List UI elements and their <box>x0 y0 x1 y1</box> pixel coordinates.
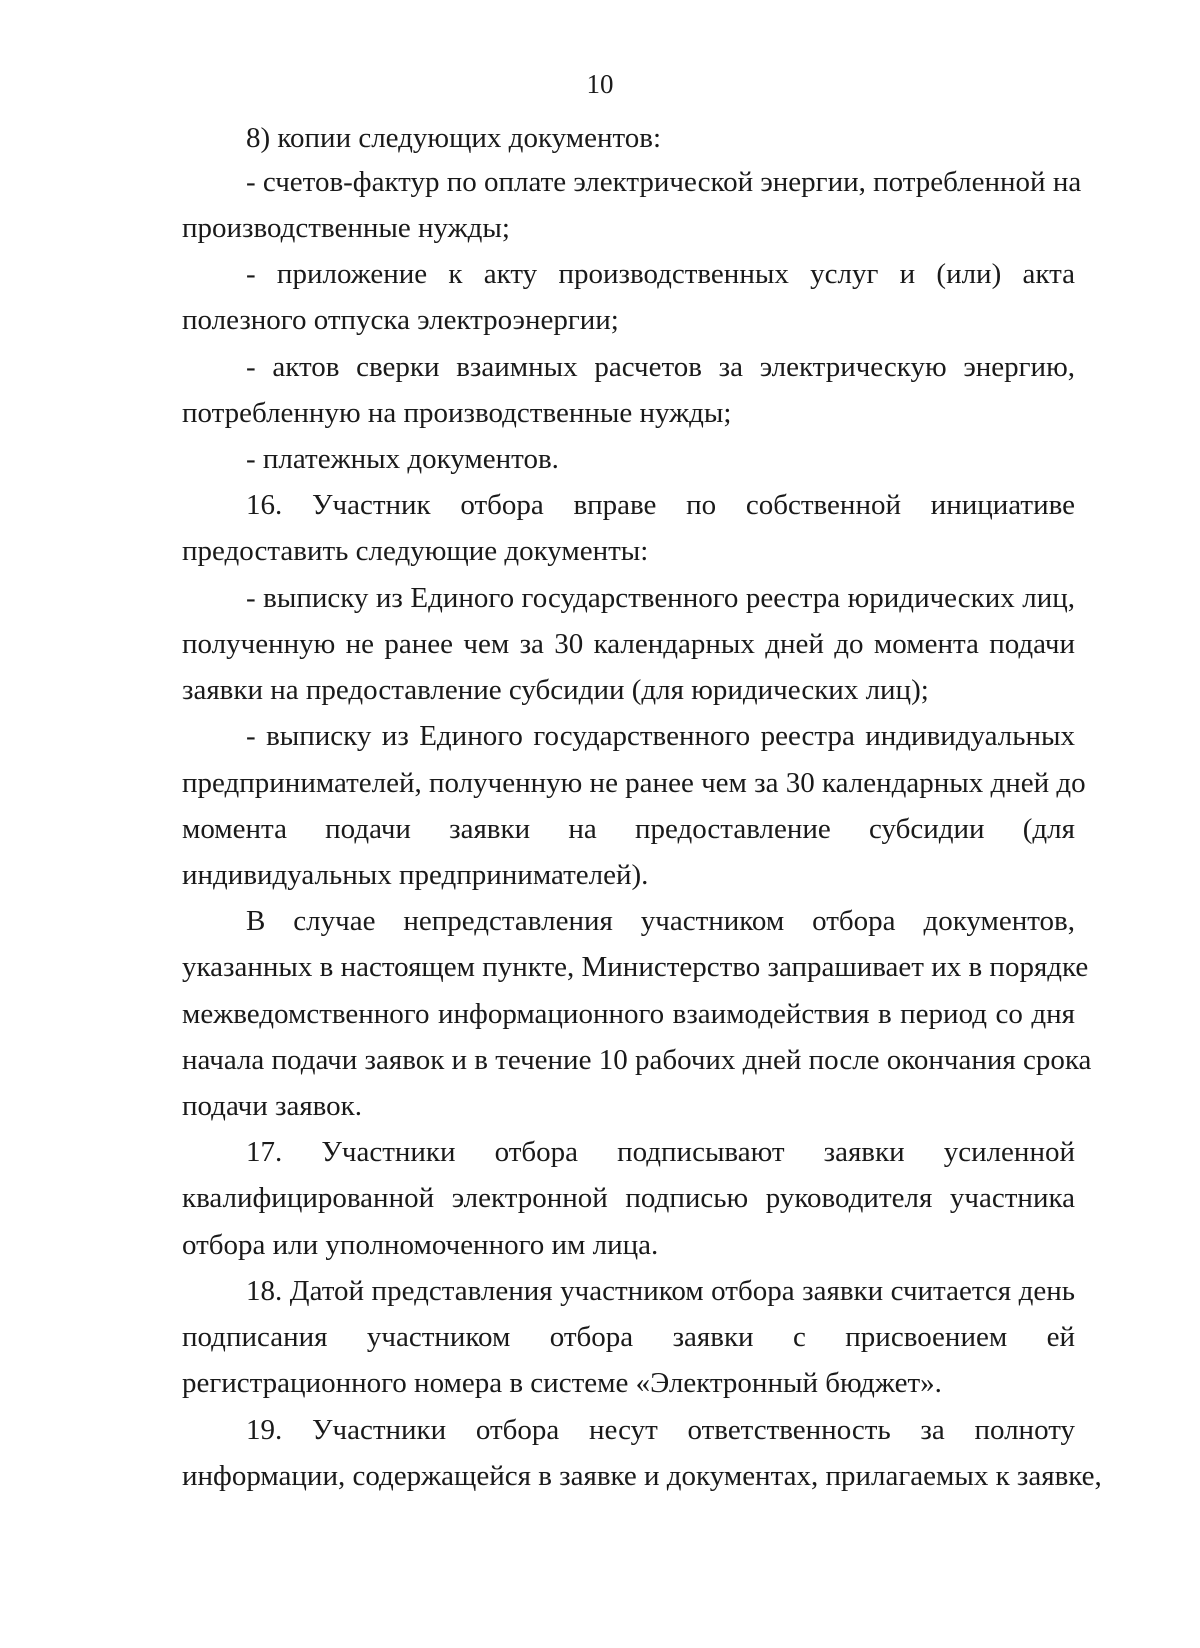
text-line: подачи заявок. <box>182 1090 363 1122</box>
text-line: начала подачи заявок и в течение 10 рабочих дней после окончания срока <box>182 1044 1092 1076</box>
text-line: полезного отпуска электроэнергии; <box>182 304 619 336</box>
text-line: полученную не ранее чем за 30 календарных дней до момента подачи <box>182 628 1075 660</box>
text-line: предпринимателей, полученную не ранее чем за 30 календарных дней до <box>182 767 1086 799</box>
text-line: заявки на предоставление субсидии (для юридических лиц); <box>182 674 929 706</box>
text-line: 19. Участники отбора несут ответственность за полноту <box>246 1414 1075 1446</box>
text-line: 8) копии следующих документов: <box>246 122 662 154</box>
text-line: 18. Датой представления участником отбора заявки считается день <box>246 1275 1075 1307</box>
text-line: предоставить следующие документы: <box>182 535 649 567</box>
text-line: - выписку из Единого государственного реестра индивидуальных <box>246 720 1075 752</box>
text-line: регистрационного номера в системе «Электронный бюджет». <box>182 1367 942 1399</box>
text-line: отбора или уполномоченного им лица. <box>182 1229 659 1261</box>
text-line: - приложение к акту производственных услуг и (или) акта <box>246 258 1075 290</box>
text-line: индивидуальных предпринимателей). <box>182 859 649 891</box>
text-line: потребленную на производственные нужды; <box>182 397 732 429</box>
text-line: производственные нужды; <box>182 212 510 244</box>
text-line: информации, содержащейся в заявке и документах, прилагаемых к заявке, <box>182 1460 1102 1492</box>
text-line: - актов сверки взаимных расчетов за электрическую энергию, <box>246 351 1075 383</box>
text-line: межведомственного информационного взаимодействия в период со дня <box>182 998 1075 1030</box>
text-line: 17. Участники отбора подписывают заявки усиленной <box>246 1136 1075 1168</box>
text-line: - выписку из Единого государственного реестра юридических лиц, <box>246 582 1075 614</box>
text-line: квалифицированной электронной подписью руководителя участника <box>182 1182 1075 1214</box>
text-line: - счетов-фактур по оплате электрической энергии, потребленной на <box>246 166 1082 198</box>
text-line: 16. Участник отбора вправе по собственной инициативе <box>246 489 1075 521</box>
text-line: момента подачи заявки на предоставление субсидии (для <box>182 813 1075 845</box>
text-line: подписания участником отбора заявки с присвоением ей <box>182 1321 1075 1353</box>
text-line: указанных в настоящем пункте, Министерство запрашивает их в порядке <box>182 951 1089 983</box>
text-line: - платежных документов. <box>246 443 559 475</box>
text-line: В случае непредставления участником отбора документов, <box>246 905 1075 937</box>
page-number: 10 <box>586 69 614 99</box>
